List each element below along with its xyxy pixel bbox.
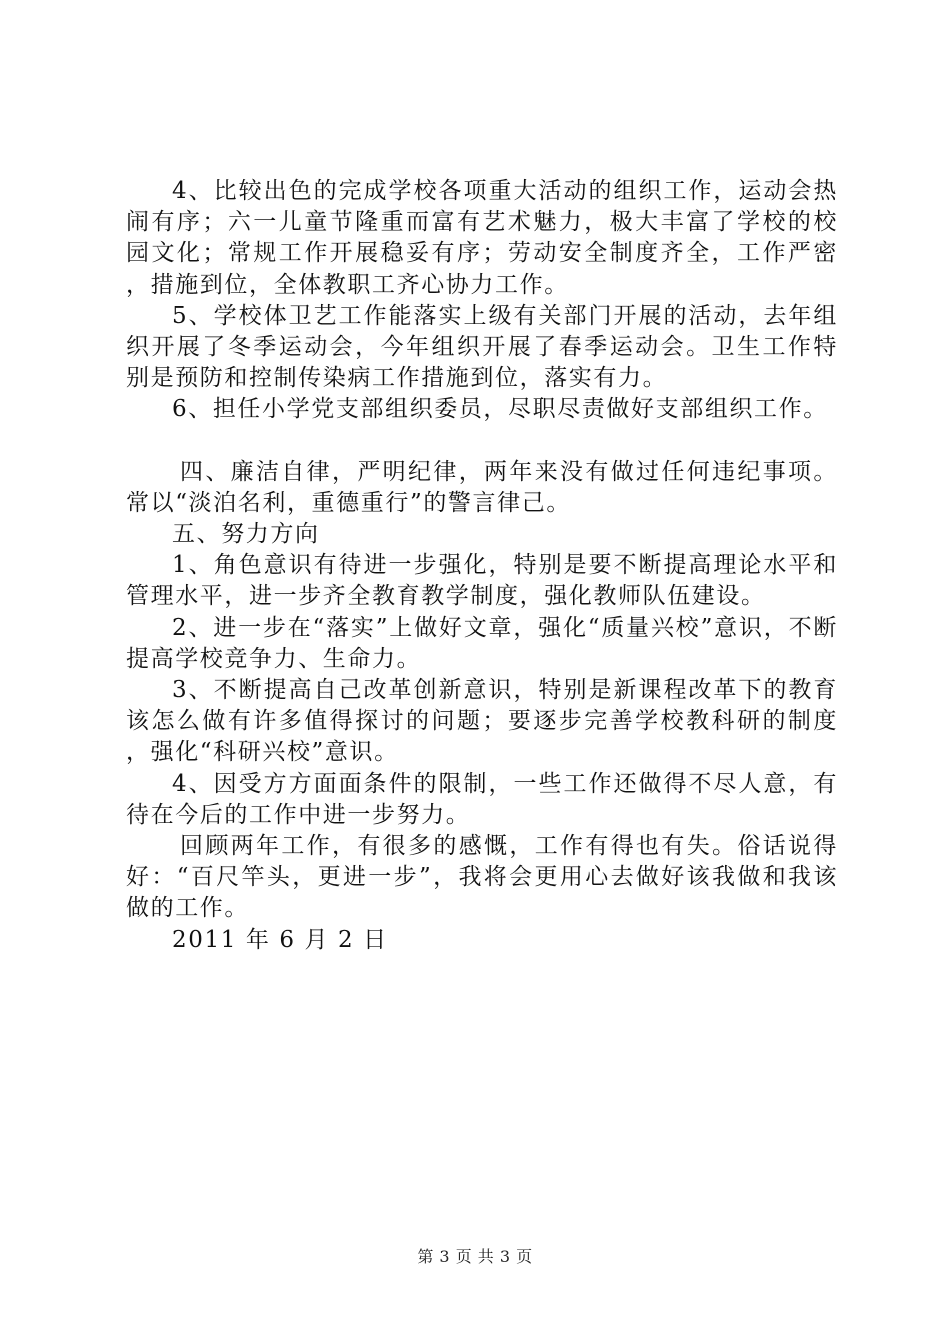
document-date: 2011 年 6 月 2 日 [172,926,388,953]
paragraph-direction-4: 4、因受方方面面条件的限制，一些工作还做得不尽人意，有待在今后的工作中进一步努力。 [126,770,838,828]
paragraph-direction-3: 3、不断提高自己改革创新意识，特别是新课程改革下的教育该怎么做有许多值得探讨的问题；要逐步完善学校教科研的制度，强化“科研兴校”意识。 [126,677,838,766]
paragraph-item-4-activities: 4、比较出色的完成学校各项重大活动的组织工作，运动会热闹有序；六一儿童节隆重而富有艺术魅力，极大丰富了学校的校园文化；常规工作开展稳妥有序；劳动安全制度齐全，工作严密，措施到位，全体教职工齐心协力工作。 [126,178,838,298]
document-body [126,176,838,956]
paragraph-item-5-sports-health: 5、学校体卫艺工作能落实上级有关部门开展的活动，去年组织开展了冬季运动会，今年组织开展了春季运动会。卫生工作特别是预防和控制传染病工作措施到位，落实有力。 [126,302,838,392]
paragraph-section-4-integrity: 四、廉洁自律，严明纪律，两年来没有做过任何违纪事项。常以“淡泊名利，重德重行”的警言律己。 [126,458,838,516]
paragraph-conclusion: 回顾两年工作，有很多的感慨，工作有得也有失。俗话说得好：“百尺竿头，更进一步”，我将会更用心去做好该我做和我该做的工作。 [126,833,838,922]
page-number-footer: 第 3 页 共 3 页 [417,1247,533,1266]
paragraph-direction-1: 1、角色意识有待进一步强化，特别是要不断提高理论水平和管理水平，进一步齐全教育教学制度，强化教师队伍建设。 [126,552,838,610]
paragraph-direction-2: 2、进一步在“落实”上做好文章，强化“质量兴校”意识，不断提高学校竞争力、生命力。 [126,614,838,672]
section-heading-direction: 五、努力方向 [172,521,320,548]
paragraph-item-6-party-branch: 6、担任小学党支部组织委员，尽职尽责做好支部组织工作。 [172,396,828,423]
